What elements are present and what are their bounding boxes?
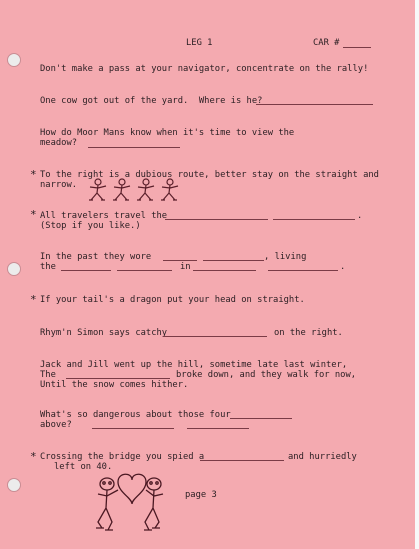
clue-9-line-3: Until the snow comes hither. [40,380,189,390]
car-number-blank[interactable] [343,47,371,48]
clue-10-line-1: What's so dangerous about those four [40,410,231,420]
clue-5-blank-1[interactable] [165,219,268,220]
clue-10-blank-3[interactable] [187,428,249,429]
clue-6-blank-3[interactable] [61,270,111,271]
clue-4-line-1: To the right is a dubious route, better stay on the straight and [40,170,379,180]
bullet-marker: * [30,293,37,306]
car-number-label: CAR # [313,38,340,48]
clue-1: Don't make a pass at your navigator, concentrate on the rally! [40,64,369,74]
leg-title: LEG 1 [186,38,213,48]
bullet-marker: * [30,168,37,181]
clue-3-line-1: How do Moor Mans know when it's time to view the [40,128,295,138]
heart-shape [118,474,146,504]
figure-4 [161,179,178,200]
clue-8-blank[interactable] [163,336,267,337]
page-number: page 3 [185,490,217,500]
dancer-left [96,478,118,530]
punch-hole-bottom [7,478,21,492]
clue-9-blank[interactable] [66,378,170,379]
clue-3-line-2: meadow? [40,138,78,148]
clue-11-line-1-end: and hurriedly [288,452,357,462]
bullet-marker: * [30,450,37,463]
clue-9-line-1: Jack and Jill went up the hill, sometime late last winter, [40,360,348,370]
dancing-figures-drawing [86,178,184,202]
punch-hole-top [7,53,21,67]
bullet-marker: * [30,208,37,221]
clue-6-line-1-end: , living [264,252,307,262]
clue-4-line-2: narrow. [40,180,78,190]
clue-5-line-1: All travelers travel the [40,211,168,221]
clue-2: One cow got out of the yard. Where is he? [40,96,263,106]
clue-8-end: on the right. [274,328,343,338]
clue-5-period: . [357,211,363,221]
clue-6-blank-4[interactable] [117,270,172,271]
clue-6-blank-6[interactable] [268,270,338,271]
figure-1 [89,179,106,200]
clue-10-blank-1[interactable] [230,418,292,419]
clue-10-line-2: above? [40,420,72,430]
page-edge [415,0,419,549]
clue-10-blank-2[interactable] [92,428,174,429]
clue-6-line-1: In the past they wore [40,252,152,262]
clue-8-start: Rhym'n Simon says catchy [40,328,168,338]
clue-6-blank-2[interactable] [203,260,264,261]
clue-2-blank[interactable] [256,104,373,105]
clue-11-blank[interactable] [200,460,284,461]
clue-6-line-2-mid: in [180,262,191,272]
clue-6-blank-1[interactable] [163,260,197,261]
clue-6-period: . [340,262,346,272]
clue-5-blank-2[interactable] [273,219,355,220]
clue-5-line-2: (Stop if you like.) [40,221,141,231]
figure-3 [137,179,154,200]
figure-2 [113,179,130,200]
clue-9-line-2-start: The [40,370,56,380]
clue-7: If your tail's a dragon put your head on straight. [40,295,305,305]
clue-3-blank[interactable] [88,147,180,148]
clue-11-line-2: left on 40. [54,462,113,472]
dancer-right [144,478,163,530]
clue-6-blank-5[interactable] [193,270,256,271]
clue-11-line-1-start: Crossing the bridge you spied a [40,452,205,462]
clue-6-line-2-start: the [40,262,56,272]
punch-hole-middle [7,262,21,276]
dancing-couple-drawing [92,470,167,536]
clue-9-line-2-end: broke down, and they walk for now, [176,370,357,380]
